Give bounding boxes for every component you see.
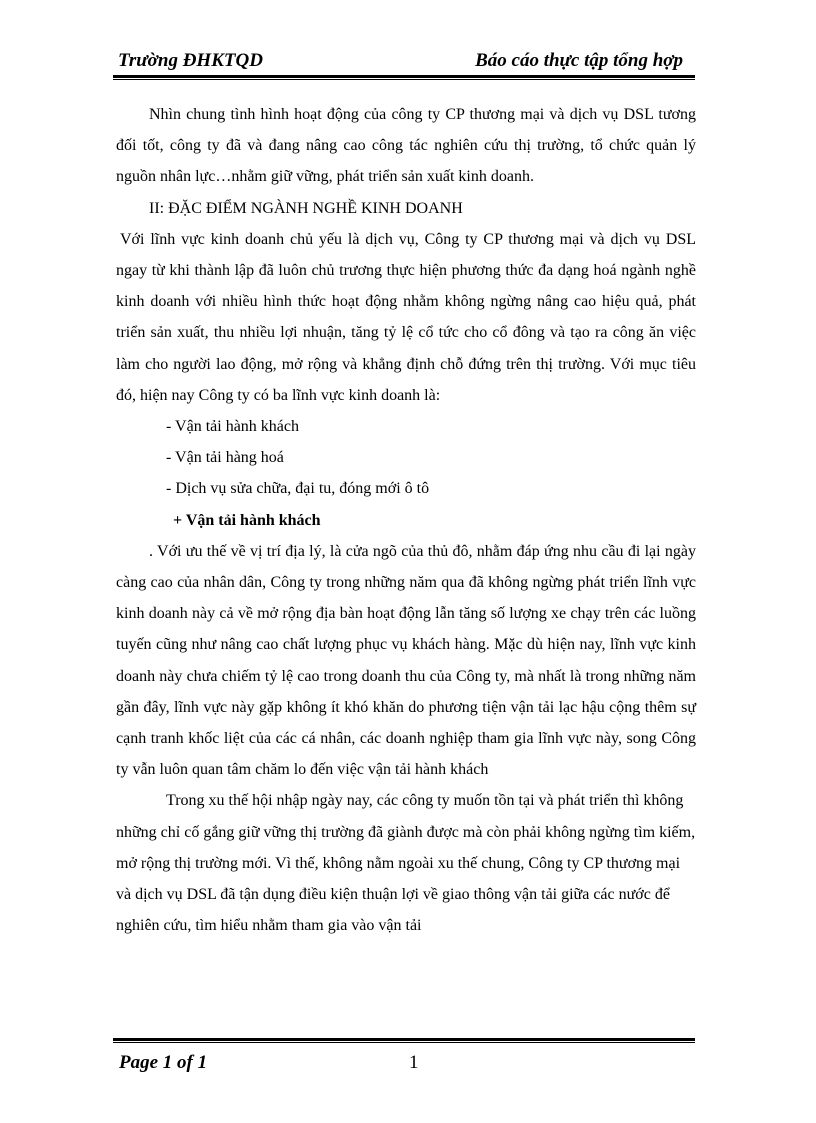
list-item: - Vận tải hàng hoá [166, 449, 284, 467]
footer-page-number: 1 [409, 1052, 419, 1073]
footer-rule-thick [113, 1038, 695, 1041]
header-rule-thin [113, 79, 695, 80]
paragraph-passenger-transport: . Với ưu thế về vị trí địa lý, là cửa ngõ của thủ đô, nhằm đáp ứng nhu cầu đi lại ngày càng cao của nhân dân, Công ty trong những năm qua đã không ngừng phát triển lĩnh vực kinh doanh này cả về mở rộng địa bàn hoạt động lẫn tăng số lượng xe chạy trên các luồng tuyến cũng như nâng cao chất lượng phục vụ khách hàng. Mặc dù hiện nay, lĩnh vực kinh doanh này chưa chiếm tỷ lệ cao trong doanh thu của Công ty, mà nhất là trong những năm gần đây, lĩnh vực này gặp không ít khó khăn do phương tiện vận tải lạc hậu cộng thêm sự cạnh tranh khốc liệt của các cá nhân, các doanh nghiệp tham gia lĩnh vực này, song Công ty vẫn luôn quan tâm chăm lo đến việc vận tải hành khách [116, 542, 696, 779]
list-item: - Vận tải hành khách [166, 418, 299, 436]
page-footer [113, 1038, 695, 1078]
header-rule-thick [113, 75, 695, 78]
document-body [116, 99, 696, 941]
paragraph-integration: Trong xu thế hội nhập ngày nay, các công ty muốn tồn tại và phát triển thì không những chỉ cố gắng giữ vững thị trường đã giành được mà còn phải không ngừng tìm kiếm, mở rộng thị trường mới. Vì thế, không nằm ngoài xu thế chung, Công ty CP thương mại và dịch vụ DSL đã tận dụng điều kiện thuận lợi về giao thông vận tải giữa các nước để nghiên cứu, tìm hiểu nhằm tham gia vào vận tải [116, 792, 696, 935]
footer-page-label: Page 1 of 1 [119, 1052, 208, 1073]
page-header [113, 48, 695, 78]
header-report-title: Báo cáo thực tập tổng hợp [475, 50, 683, 71]
paragraph-business-lines: Với lĩnh vực kinh doanh chủ yếu là dịch vụ, Công ty CP thương mại và dịch vụ DSL ngay từ khi thành lập đã luôn chủ trương thực hiện phương thức đa dạng hoá ngành nghề kinh doanh với nhiều hình thức hoạt động nhằm không ngừng nâng cao hiệu quả, phát triển sản xuất, thu nhiều lợi nhuận, tăng tỷ lệ cổ tức cho cổ đông và tạo ra công ăn việc làm cho người lao động, mở rộng và khẳng định chỗ đứng trên thị trường. Với mục tiêu đó, hiện nay Công ty có ba lĩnh vực kinh doanh là: [116, 230, 696, 404]
header-school: Trường ĐHKTQD [118, 50, 263, 71]
footer-rule-thin [113, 1042, 695, 1043]
section-heading: II: ĐẶC ĐIỂM NGÀNH NGHỀ KINH DOANH [149, 199, 463, 217]
list-item: - Dịch vụ sửa chữa, đại tu, đóng mới ô tô [166, 480, 430, 498]
paragraph-intro: Nhìn chung tình hình hoạt động của công ty CP thương mại và dịch vụ DSL tương đối tốt, công ty đã và đang nâng cao công tác nghiên cứu thị trường, tổ chức quản lý nguồn nhân lực…nhằm giữ vững, phát triển sản xuất kinh doanh. [116, 106, 696, 186]
sub-heading: + Vận tải hành khách [173, 511, 321, 529]
